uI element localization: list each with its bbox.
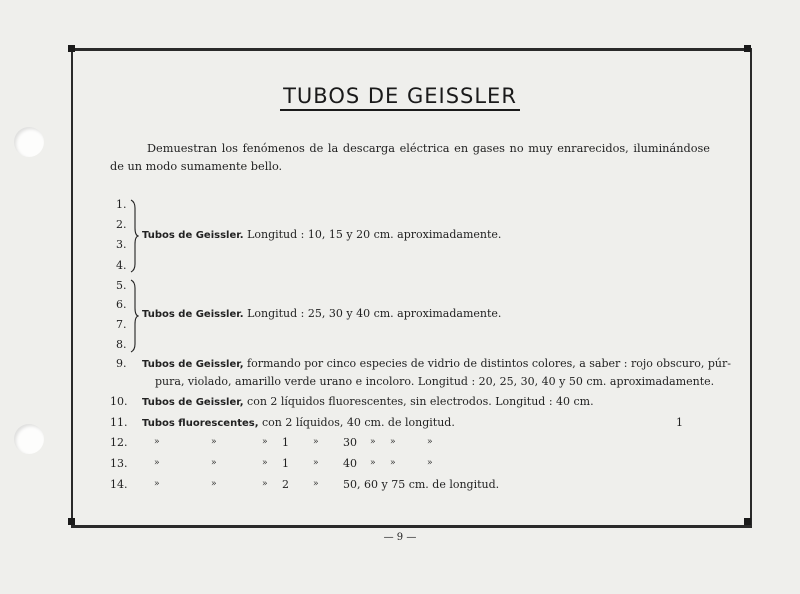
item-number: 6. bbox=[116, 298, 127, 311]
item10-line bbox=[142, 395, 594, 408]
ditto-mark: » bbox=[370, 458, 376, 468]
item11-line bbox=[142, 416, 455, 429]
item9-text: formando por cinco especies de vidrio de distintos colores, a saber : rojo obscuro, púr- bbox=[247, 357, 731, 370]
item-number: 13. bbox=[110, 457, 128, 470]
item-number: 10. bbox=[110, 395, 128, 408]
curly-brace-icon bbox=[127, 278, 139, 354]
item-number: 8. bbox=[116, 338, 127, 351]
group1-label: Tubos de Geissler. bbox=[142, 230, 244, 241]
item-number: 9. bbox=[116, 357, 127, 370]
ditto-mark: » bbox=[262, 437, 268, 447]
ditto-mark: » bbox=[262, 479, 268, 489]
item-number: 5. bbox=[116, 279, 127, 292]
curly-brace-icon bbox=[127, 198, 139, 274]
item-number: 7. bbox=[116, 318, 127, 331]
frame-corner bbox=[68, 518, 75, 525]
ditto-mark: » bbox=[427, 458, 433, 468]
item10-label: Tubos de Geissler, bbox=[142, 397, 244, 408]
item14-count: 2 bbox=[282, 478, 289, 491]
page-title bbox=[0, 84, 800, 108]
ditto-mark: » bbox=[427, 437, 433, 447]
ditto-mark: » bbox=[313, 479, 319, 489]
item-number: 1. bbox=[116, 198, 127, 211]
ditto-mark: » bbox=[211, 437, 217, 447]
ditto-mark: » bbox=[313, 458, 319, 468]
page-title-text: TUBOS DE GEISSLER bbox=[280, 84, 520, 111]
ditto-mark: » bbox=[154, 458, 160, 468]
margin-mark: 1 bbox=[676, 416, 683, 429]
item-number: 3. bbox=[116, 238, 127, 251]
ditto-mark: » bbox=[154, 437, 160, 447]
punch-hole bbox=[14, 424, 44, 454]
intro-paragraph: Demuestran los fenómenos de la descarga eléctrica en gases no muy enrarecidos, iluminándose de un modo sumamente bello. bbox=[110, 142, 710, 173]
ditto-mark: » bbox=[211, 458, 217, 468]
group2-label: Tubos de Geissler. bbox=[142, 309, 244, 320]
group1-desc: Longitud : 10, 15 y 20 cm. aproximadamente. bbox=[247, 228, 502, 241]
group1-description bbox=[142, 228, 501, 241]
group2-desc: Longitud : 25, 30 y 40 cm. aproximadamente. bbox=[247, 307, 502, 320]
group2-description bbox=[142, 307, 501, 320]
ditto-mark: » bbox=[390, 437, 396, 447]
item-number: 2. bbox=[116, 218, 127, 231]
ditto-mark: » bbox=[211, 479, 217, 489]
item10-text: con 2 líquidos fluorescentes, sin electrodos. Longitud : 40 cm. bbox=[247, 395, 594, 408]
ditto-mark: » bbox=[262, 458, 268, 468]
frame-corner bbox=[744, 45, 751, 52]
item14-length: 50, 60 y 75 cm. de longitud. bbox=[343, 478, 500, 491]
frame-corner bbox=[744, 518, 751, 525]
item9-line2: pura, violado, amarillo verde urano e incoloro. Longitud : 20, 25, 30, 40 y 50 cm. aproximadamente. bbox=[155, 375, 715, 388]
item12-count: 1 bbox=[282, 436, 289, 449]
item13-length: 40 bbox=[343, 457, 357, 470]
ditto-mark: » bbox=[154, 479, 160, 489]
item9-line1 bbox=[142, 357, 731, 370]
frame-corner bbox=[68, 45, 75, 52]
punch-hole bbox=[14, 127, 44, 157]
item12-length: 30 bbox=[343, 436, 357, 449]
ditto-mark: » bbox=[390, 458, 396, 468]
item-number: 11. bbox=[110, 416, 128, 429]
item11-text: con 2 líquidos, 40 cm. de longitud. bbox=[262, 416, 455, 429]
item-number: 14. bbox=[110, 478, 128, 491]
page-number: — 9 — bbox=[383, 532, 417, 543]
ditto-mark: » bbox=[370, 437, 376, 447]
item13-count: 1 bbox=[282, 457, 289, 470]
ditto-mark: » bbox=[313, 437, 319, 447]
item-number: 12. bbox=[110, 436, 128, 449]
page-frame bbox=[71, 48, 752, 528]
item9-label: Tubos de Geissler, bbox=[142, 359, 244, 370]
item-number: 4. bbox=[116, 259, 127, 272]
item11-label: Tubos fluorescentes, bbox=[142, 418, 259, 429]
